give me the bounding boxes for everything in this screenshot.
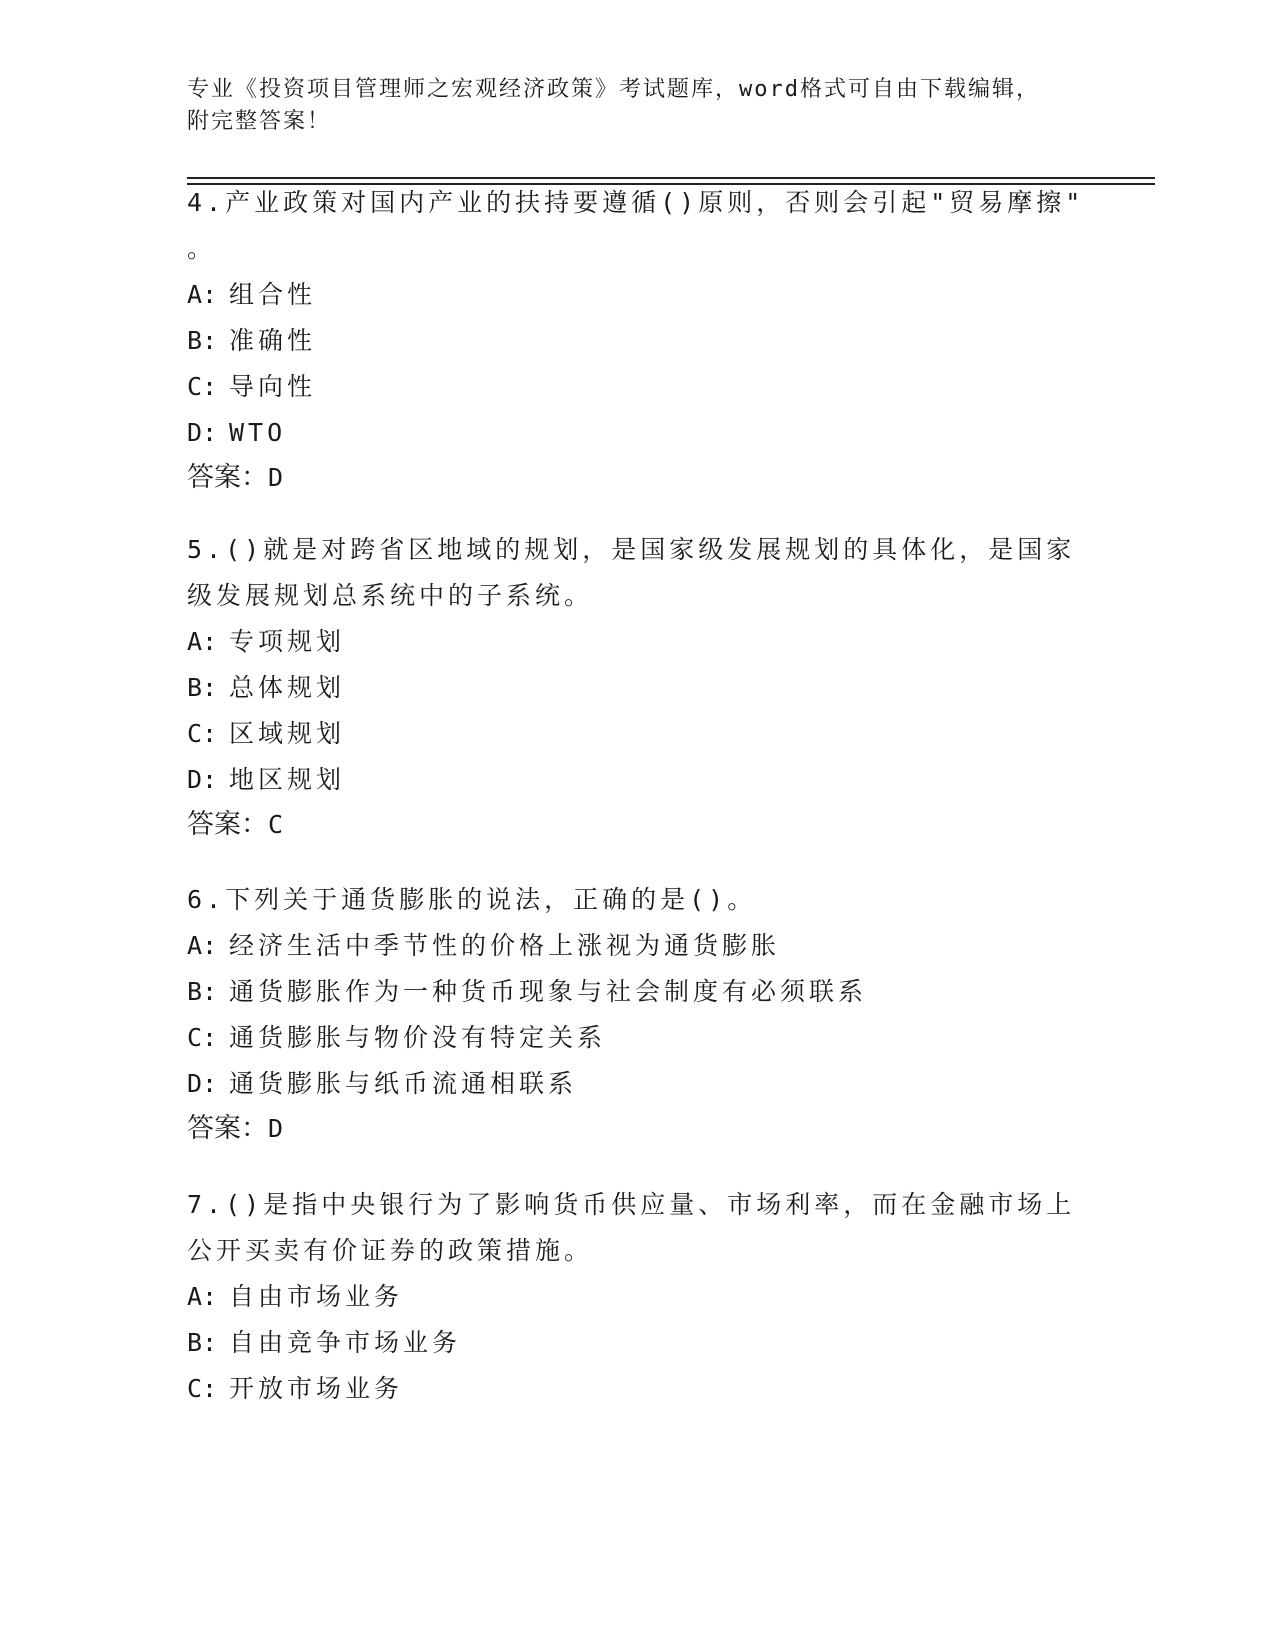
document-header bbox=[187, 74, 1067, 138]
option-letter: C: bbox=[187, 1374, 218, 1403]
question-7 bbox=[187, 1182, 1087, 1412]
option-letter: B: bbox=[187, 1328, 218, 1357]
question-stem-line: 7.()是指中央银行为了影响货币供应量、市场利率，而在金融市场上 bbox=[187, 1190, 1076, 1219]
option-text: 专项规划 bbox=[229, 627, 346, 656]
option-letter: C: bbox=[187, 1023, 218, 1052]
option-text: 自由市场业务 bbox=[229, 1282, 404, 1311]
option-letter: C: bbox=[187, 372, 218, 401]
option-c bbox=[187, 364, 1087, 410]
question-stem-line: 5.()就是对跨省区地域的规划，是国家级发展规划的具体化，是国家 bbox=[187, 535, 1076, 564]
option-letter: A: bbox=[187, 931, 218, 960]
question-5 bbox=[187, 527, 1087, 847]
answer-label: 答案： bbox=[187, 462, 268, 493]
option-a bbox=[187, 619, 1087, 665]
option-letter: C: bbox=[187, 719, 218, 748]
option-letter: A: bbox=[187, 1282, 218, 1311]
question-stem-line: 4.产业政策对国内产业的扶持要遵循()原则，否则会引起"贸易摩擦" bbox=[187, 188, 1085, 217]
answer-label: 答案： bbox=[187, 809, 268, 840]
option-text: 通货膨胀作为一种货币现象与社会制度有必须联系 bbox=[229, 977, 868, 1006]
option-text: 导向性 bbox=[229, 372, 317, 401]
option-c bbox=[187, 1015, 1087, 1061]
answer-line bbox=[187, 803, 1087, 847]
option-letter: D: bbox=[187, 418, 218, 447]
option-text: WTO bbox=[229, 418, 287, 447]
question-stem-line: 6.下列关于通货膨胀的说法，正确的是()。 bbox=[187, 885, 757, 914]
option-d bbox=[187, 410, 1087, 456]
header-line-1: 专业《投资项目管理师之宏观经济政策》考试题库，word格式可自由下载编辑， bbox=[187, 77, 1040, 102]
answer-value: D bbox=[268, 463, 284, 492]
option-letter: D: bbox=[187, 1069, 218, 1098]
option-text: 地区规划 bbox=[229, 765, 346, 794]
option-c bbox=[187, 1366, 1087, 1412]
option-letter: D: bbox=[187, 765, 218, 794]
question-6 bbox=[187, 877, 1087, 1151]
header-divider-top bbox=[187, 177, 1155, 179]
option-text: 区域规划 bbox=[229, 719, 346, 748]
question-4 bbox=[187, 180, 1087, 500]
option-letter: A: bbox=[187, 627, 218, 656]
option-letter: A: bbox=[187, 280, 218, 309]
answer-line bbox=[187, 456, 1087, 500]
option-text: 通货膨胀与纸币流通相联系 bbox=[229, 1069, 578, 1098]
option-letter: B: bbox=[187, 977, 218, 1006]
option-a bbox=[187, 272, 1087, 318]
question-stem-line: 级发展规划总系统中的子系统。 bbox=[187, 581, 594, 610]
option-text: 自由竞争市场业务 bbox=[229, 1328, 462, 1357]
option-a bbox=[187, 1274, 1087, 1320]
option-text: 总体规划 bbox=[229, 673, 346, 702]
option-b bbox=[187, 318, 1087, 364]
option-d bbox=[187, 757, 1087, 803]
option-text: 准确性 bbox=[229, 326, 317, 355]
option-text: 开放市场业务 bbox=[229, 1374, 404, 1403]
option-text: 组合性 bbox=[229, 280, 317, 309]
question-stem-line: 。 bbox=[187, 234, 217, 263]
answer-line bbox=[187, 1107, 1087, 1151]
header-line-2: 附完整答案！ bbox=[187, 109, 332, 134]
option-b bbox=[187, 665, 1087, 711]
option-b bbox=[187, 1320, 1087, 1366]
option-b bbox=[187, 969, 1087, 1015]
answer-label: 答案： bbox=[187, 1113, 268, 1144]
option-c bbox=[187, 711, 1087, 757]
answer-value: D bbox=[268, 1114, 284, 1143]
option-a bbox=[187, 923, 1087, 969]
option-letter: B: bbox=[187, 673, 218, 702]
option-letter: B: bbox=[187, 326, 218, 355]
option-d bbox=[187, 1061, 1087, 1107]
option-text: 通货膨胀与物价没有特定关系 bbox=[229, 1023, 607, 1052]
question-stem-line: 公开买卖有价证券的政策措施。 bbox=[187, 1236, 594, 1265]
option-text: 经济生活中季节性的价格上涨视为通货膨胀 bbox=[229, 931, 781, 960]
answer-value: C bbox=[268, 810, 284, 839]
